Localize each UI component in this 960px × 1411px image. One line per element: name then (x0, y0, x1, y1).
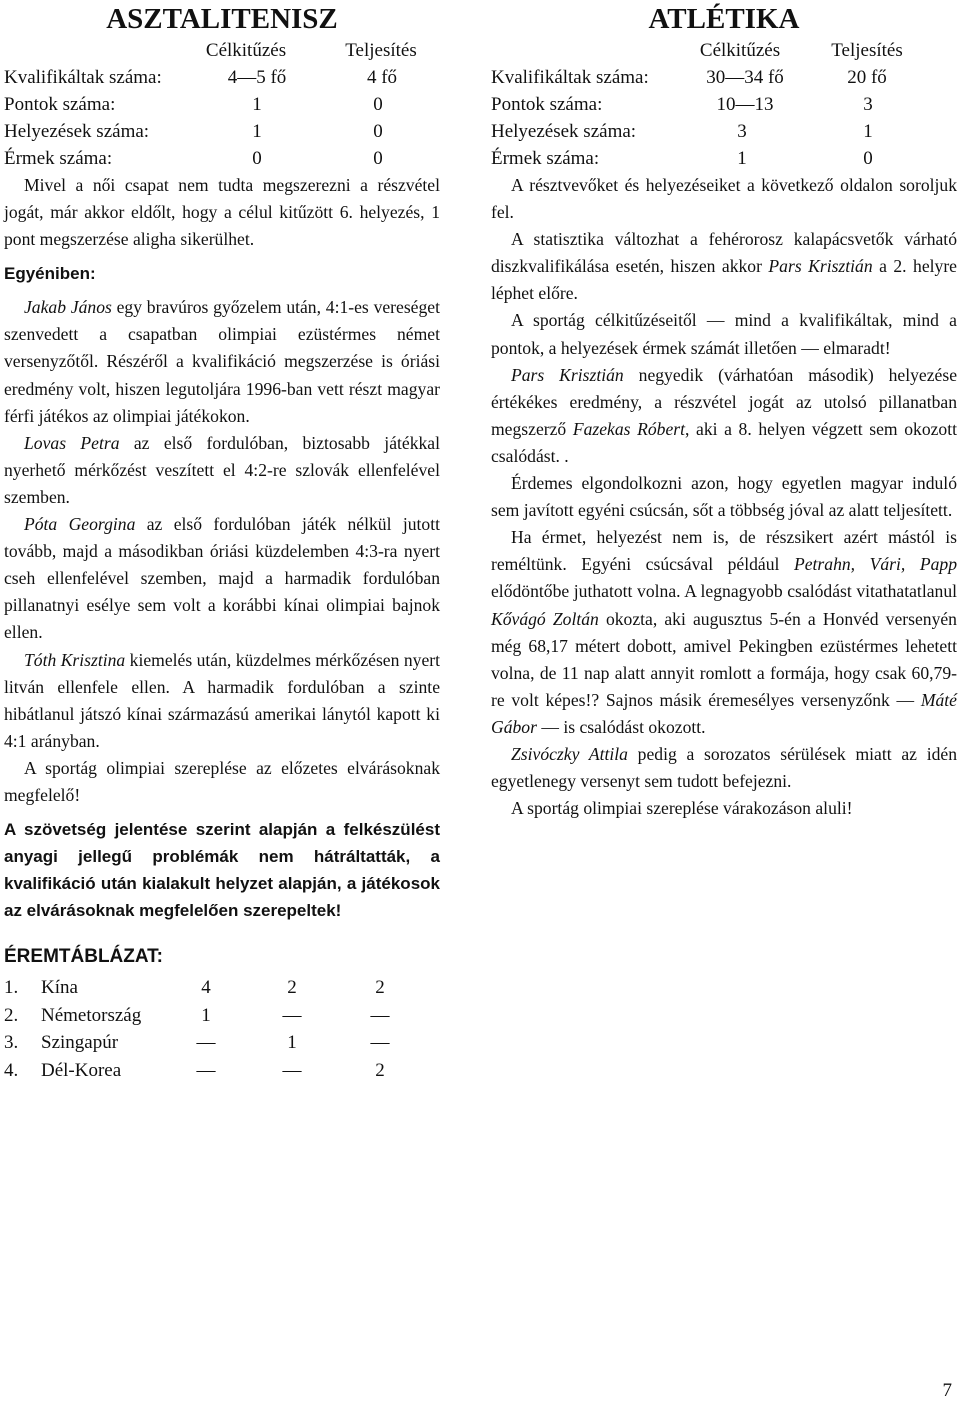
row-label: Pontok száma: (491, 94, 603, 115)
paragraph-text: az első fordulóban játék nélkül jutott tovább, majd a másodikban óriási küzdelemben 4:3-ra nyert cseh ellenfelével szemben, majd a harmadik fordulóban pillanatnyi esélye sem volt a korábbi kínai olimpiai bajnok ellen. (4, 514, 440, 643)
result-value: 20 fő (847, 67, 887, 88)
medal-row (4, 1002, 440, 1030)
rank: 3. (4, 1032, 19, 1054)
result-value: 0 (863, 148, 873, 169)
bronze: 2 (375, 1059, 385, 1081)
target-table-row (491, 118, 957, 145)
rank: 2. (4, 1004, 19, 1026)
paragraph-text: kiemelés után, küzdelmes mérkőzésen nyert litván ellenfele ellen. A harmadik fordulóban a szinte hibátlanul játszó kínai származású amerikai lánytól kapott ki 4:1 arányban. (4, 649, 440, 751)
country: Kína (41, 977, 78, 999)
rank: 4. (4, 1059, 19, 1081)
athlete-name: Petrahn, Vári, Papp (793, 554, 957, 575)
gold: 4 (201, 977, 211, 999)
country: Németország (41, 1004, 142, 1026)
row-label: Helyezések száma: (491, 121, 637, 142)
paragraph: A sportág olimpiai szereplése várakozáson aluli! (511, 798, 853, 819)
result-value: 1 (863, 121, 873, 142)
result-value: 0 (373, 121, 383, 142)
goal-value: 1 (252, 121, 262, 142)
paragraph (491, 362, 957, 470)
paragraph (491, 226, 957, 307)
athlete-name: Fazekas Róbert (572, 418, 685, 439)
goal-value: 30—34 fő (706, 67, 784, 88)
goal-value: 1 (737, 148, 747, 169)
paragraph: A résztvevőket és helyezéseiket a következő oldalon soroljuk fel. (491, 175, 957, 223)
paragraph-text: negyedik (várhatóan második) helyezése értékékes eredmény, a részvétel jogát az utolsó pillanatban megszerző (491, 364, 958, 439)
result-value: 0 (373, 94, 383, 115)
row-label: Érmek száma: (491, 148, 600, 169)
paragraph (4, 647, 440, 755)
result-value: 4 fő (366, 67, 398, 88)
athlete-name: Pars Krisztián (511, 364, 624, 385)
medal-table-title: ÉREMTÁBLÁZAT: (4, 946, 164, 968)
athlete-name: Póta Georgina (24, 514, 136, 535)
goal-value: 10—13 (716, 94, 774, 115)
gold: 1 (201, 1004, 211, 1026)
paragraph-text: okozta, aki augusztus 5-én a Honvéd versenyén még 68,17 métert dobott, amivel Pekingben ezüstérmes lehetett volna, de 11 nap alatt annyit romlott a formája, hogy csak 60,79-re volt képes!? Sajnos másik éremesélyes versenyzőnk — (491, 608, 957, 710)
silver: 2 (287, 977, 297, 999)
paragraph-text: egy bravúros győzelem után, 4:1-es vereséget szenvedett a csapatban olimpiai ezüstérmes német versenyzőtől. Részéről a kvalifikáció megszerzése is óriási eredmény volt, hiszen legutoljára 1996-ban vett részt magyar férfi játékos az olimpiai játékokon. (4, 297, 440, 426)
paragraph (4, 511, 440, 646)
target-table-row (491, 145, 957, 172)
paragraph (491, 741, 957, 795)
subheading: Egyéniben: (4, 264, 96, 284)
paragraph-text: a 2. helyre léphet előre. (491, 256, 957, 304)
paragraph-text: , aki a 8. helyen végzett sem okozott csalódást. . (491, 418, 957, 466)
paragraph-text: pedig a sorozatos sérülések miatt az idén egyetlenegy versenyt sem tudott befejezni. (491, 743, 957, 792)
row-label: Érmek száma: (4, 148, 113, 169)
result-header: Teljesítés (831, 40, 903, 61)
paragraph-text: az első fordulóban, biztosabb játékkal nyerhető mérkőzést veszített el 4:2-re szlovák ellenfelével szemben. (4, 432, 440, 507)
result-value: 0 (373, 148, 383, 169)
silver: — (282, 1059, 302, 1081)
paragraph-text: elődöntőbe juthatott volna. A legnagyobb csalódást vitathatatlanul (491, 581, 957, 602)
athlete-name: Tóth Krisztina (24, 649, 126, 670)
target-table-row (4, 64, 440, 91)
athlete-name: Máté Gábor (491, 689, 957, 737)
result-header: Teljesítés (345, 40, 417, 61)
paragraph (4, 294, 440, 429)
goal-value: 3 (737, 121, 747, 142)
bronze: — (370, 1032, 390, 1054)
target-table-row (4, 91, 440, 118)
country: Dél-Korea (41, 1059, 122, 1081)
section-title: ATLÉTIKA (648, 3, 800, 35)
row-label: Kvalifikáltak száma: (491, 67, 649, 88)
paragraph (491, 524, 957, 741)
paragraph: Érdemes elgondolkozni azon, hogy egyetlen magyar induló sem javított egyéni csúcsán, sőt a többség jóval az alatt teljesített. (491, 473, 957, 521)
paragraph-text: — is csalódást okozott. (536, 716, 706, 737)
silver: — (282, 1004, 302, 1026)
paragraph-text: Ha érmet, helyezést nem is, de részsikert azért mástól is reméltünk. Egyéni csúcsával például (491, 527, 957, 575)
goal-header: Célkitűzés (699, 40, 781, 61)
goal-value: 1 (252, 94, 262, 115)
silver: 1 (287, 1032, 297, 1054)
athlete-name: Pars Krisztián (768, 256, 873, 277)
medal-row (4, 974, 440, 1002)
section-title: ASZTALITENISZ (106, 3, 338, 35)
paragraph: A sportág célkitűzéseitől — mind a kvalifikáltak, mind a pontok, a helyezések érmek számát illetően — elmaradt! (491, 310, 957, 358)
rank: 1. (4, 977, 19, 999)
target-table-header (491, 37, 957, 64)
target-table-row (491, 91, 957, 118)
athlete-name: Jakab János (24, 297, 112, 318)
goal-value: 4—5 fő (227, 67, 287, 88)
paragraph: A sportág olimpiai szereplése az előzetes elvárásoknak megfelelő! (4, 757, 440, 805)
gold: — (196, 1032, 216, 1054)
intro-paragraph: Mivel a női csapat nem tudta megszerezni a részvétel jogát, már akkor eldőlt, hogy a célul kitűzött 6. helyezés, 1 pont megszerzése aligha sikerülhet. (4, 175, 440, 250)
athlete-name: Lovas Petra (24, 432, 120, 453)
target-table-header (4, 37, 440, 64)
row-label: Pontok száma: (4, 94, 116, 115)
table-tennis-column (4, 0, 440, 1084)
medal-row (4, 1057, 440, 1085)
bronze: 2 (375, 977, 385, 999)
medal-row (4, 1029, 440, 1057)
paragraph-text: A statisztika változhat a fehérorosz kalapácsvetők várható diszkvalifikálása esetén, hiszen akkor (491, 229, 957, 277)
row-label: Helyezések száma: (4, 121, 150, 142)
target-table-row (491, 64, 957, 91)
gold: — (196, 1059, 216, 1081)
athlete-name: Kővágó Zoltán (491, 608, 599, 629)
athletics-column (491, 0, 957, 822)
row-label: Kvalifikáltak száma: (4, 67, 162, 88)
athlete-name: Zsivóczky Attila (511, 743, 628, 764)
goal-header: Célkitűzés (205, 40, 287, 61)
goal-value: 0 (252, 148, 262, 169)
bold-summary: A szövetség jelentése szerint alapján a felkészülést anyagi jellegű problémák nem hátráltatták, a kvalifikáció után kialakult helyzet alapján, a játékosok az elvárásoknak megfelelően szerepeltek! (4, 820, 440, 921)
country: Szingapúr (41, 1032, 119, 1054)
paragraph (4, 430, 440, 511)
result-value: 3 (863, 94, 873, 115)
target-table-row (4, 145, 440, 172)
bronze: — (370, 1004, 390, 1026)
page-number: 7 (942, 1380, 952, 1401)
target-table-row (4, 118, 440, 145)
